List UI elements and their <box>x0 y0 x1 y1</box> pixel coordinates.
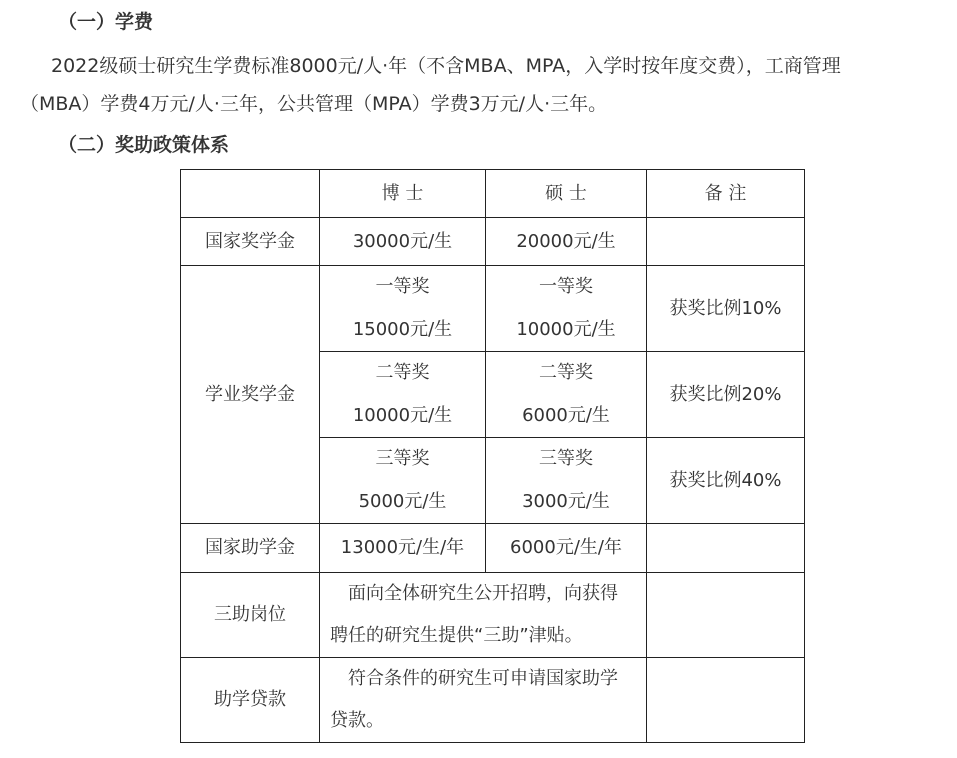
tuition-paragraph-line-2: （MBA）学费4万元/人·三年，公共管理（MPA）学费3万元/人·三年。 <box>20 93 608 115</box>
academic-third-phd-amount: 5000元/生 <box>358 491 447 512</box>
national-grant-phd: 13000元/生/年 <box>320 524 486 573</box>
student-loan-description-line-1: 符合条件的研究生可申请国家助学 <box>348 668 618 689</box>
academic-first-phd <box>320 266 486 352</box>
student-loan-description-line-2: 贷款。 <box>330 710 384 731</box>
academic-second-note: 获奖比例20% <box>647 352 805 438</box>
table-row-academic-first <box>181 266 805 352</box>
three-assist-description-line-1: 面向全体研究生公开招聘，向获得 <box>348 583 618 604</box>
academic-first-phd-amount: 15000元/生 <box>352 319 453 340</box>
academic-third-master-level: 三等奖 <box>539 448 593 469</box>
academic-second-phd <box>320 352 486 438</box>
row-label-national-scholarship: 国家奖学金 <box>181 218 320 266</box>
row-label-three-assist: 三助岗位 <box>181 573 320 658</box>
national-grant-note <box>647 524 805 573</box>
table-row-three-assist <box>181 573 805 658</box>
academic-third-master-amount: 3000元/生 <box>522 491 610 512</box>
national-scholarship-phd: 30000元/生 <box>320 218 486 266</box>
table-row-national-grant <box>181 524 805 573</box>
table-header-master: 硕 士 <box>486 170 647 218</box>
academic-third-note: 获奖比例40% <box>647 438 805 524</box>
row-label-national-grant: 国家助学金 <box>181 524 320 573</box>
table-header-row <box>181 170 805 218</box>
academic-second-phd-level: 二等奖 <box>375 362 430 383</box>
table-header-phd: 博 士 <box>320 170 486 218</box>
academic-second-phd-amount: 10000元/生 <box>352 405 453 426</box>
section-heading-tuition: （一）学费 <box>58 11 154 33</box>
academic-third-phd <box>320 438 486 524</box>
row-label-student-loan: 助学贷款 <box>181 658 320 743</box>
student-loan-note <box>647 658 805 743</box>
academic-first-phd-level: 一等奖 <box>375 276 430 297</box>
table-row-student-loan <box>181 658 805 743</box>
academic-third-phd-level: 三等奖 <box>375 448 430 469</box>
national-scholarship-note <box>647 218 805 266</box>
academic-first-note: 获奖比例10% <box>647 266 805 352</box>
three-assist-description-line-2: 聘任的研究生提供“三助”津贴。 <box>330 625 583 646</box>
three-assist-note <box>647 573 805 658</box>
academic-second-master <box>486 352 647 438</box>
student-loan-description <box>320 658 647 743</box>
tuition-paragraph-line-1: 2022级硕士研究生学费标准8000元/人·年（不含MBA、MPA，入学时按年度交费），工商管理 <box>51 55 841 77</box>
three-assist-description <box>320 573 647 658</box>
aid-policy-table <box>180 169 805 743</box>
academic-first-master-amount: 10000元/生 <box>516 319 616 340</box>
academic-second-master-level: 二等奖 <box>539 362 593 383</box>
table-header-cell-empty <box>181 170 320 218</box>
national-grant-master: 6000元/生/年 <box>486 524 647 573</box>
academic-first-master-level: 一等奖 <box>539 276 593 297</box>
table-header-note: 备 注 <box>647 170 805 218</box>
academic-third-master <box>486 438 647 524</box>
national-scholarship-master: 20000元/生 <box>486 218 647 266</box>
section-heading-aid-policy: （二）奖助政策体系 <box>58 134 230 156</box>
academic-second-master-amount: 6000元/生 <box>522 405 610 426</box>
table-row-national-scholarship <box>181 218 805 266</box>
academic-first-master <box>486 266 647 352</box>
row-label-academic-scholarship: 学业奖学金 <box>181 266 320 524</box>
